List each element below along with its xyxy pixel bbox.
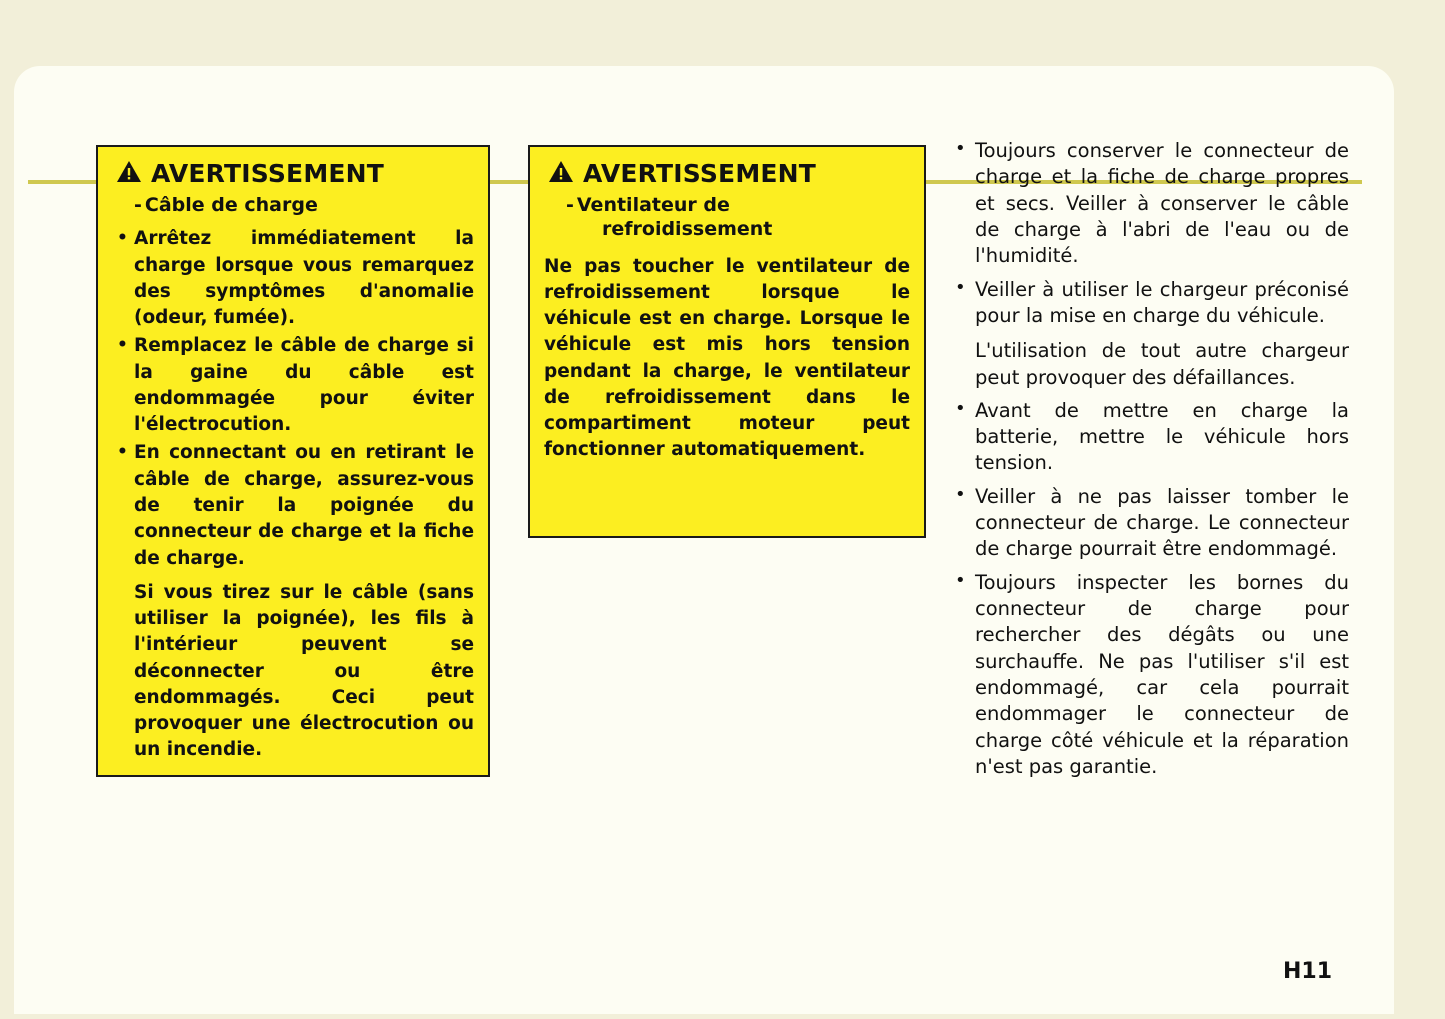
warning-header: [116, 159, 474, 188]
page-number: H11: [1282, 959, 1332, 984]
list-item-continuation: L'utilisation de tout autre chargeur peut provoquer des défaillances.: [975, 339, 1349, 389]
manual-page-sheet: [14, 66, 1394, 1014]
warning-header: [548, 159, 910, 188]
list-item: • Veiller à ne pas laisser tomber le connecteur de charge. Le connecteur de charge pourrait être endommagé.: [949, 484, 1349, 563]
warning-title: AVERTISSEMENT: [151, 159, 385, 188]
list-item: • Avant de mettre en charge la batterie, mettre le véhicule hors tension.: [949, 398, 1349, 477]
warning-subtitle-dash: -: [134, 194, 142, 216]
warning-subtitle-dash: -: [566, 194, 574, 216]
warning-triangle-icon: [116, 160, 142, 188]
notes-list: [949, 138, 1349, 780]
warning-subtitle-text-line2: refroidissement: [602, 218, 773, 241]
warning-subtitle-text: Ventilateur de: [576, 194, 730, 216]
warning-subtitle: [134, 193, 474, 217]
warning-closing-text: Si vous tirez sur le câble (sans utiliser la poignée), les fils à l'intérieur peuvent se déconnecter ou être endommagés. Ceci peut provoquer une électrocution ou un incendie.: [134, 581, 474, 761]
list-item: • Toujours inspecter les bornes du connecteur de charge pour rechercher des dégâts ou une surchauffe. Ne pas l'utiliser s'il est endommagé, car cela pourrait endommager le connecteur de charge côté véhicule et la réparation n'est pas garantie.: [949, 570, 1349, 781]
warning-triangle-icon: [548, 160, 574, 188]
warning-list-item: • Arrêtez immédiatement la charge lorsque vous remarquez des symptômes d'anomalie (odeur, fumée).: [112, 226, 474, 331]
warning-subtitle: [566, 193, 910, 242]
list-item: • Veiller à utiliser le chargeur préconisé pour la mise en charge du véhicule.: [949, 277, 1349, 330]
warning-list-item: • En connectant ou en retirant le câble de charge, assurez-vous de tenir la poignée du connecteur de charge et la fiche de charge.: [112, 440, 474, 571]
warning-box-charging-cable: [96, 145, 490, 777]
warning-title: AVERTISSEMENT: [583, 159, 817, 188]
warning-subtitle-text: Câble de charge: [144, 194, 318, 216]
warning-paragraph: Ne pas toucher le ventilateur de refroidissement lorsque le véhicule est en charge. Lorsque le véhicule est mis hors tension pendant la charge, le ventilateur de refroidissement dans le compartiment moteur peut fonctionner automatiquement.: [544, 255, 910, 461]
warning-item-list: [112, 226, 474, 763]
right-column-notes: [949, 138, 1349, 787]
warning-list-item: • Remplacez le câble de charge si la gaine du câble est endommagée pour éviter l'électrocution.: [112, 333, 474, 438]
warning-box-cooling-fan: [528, 145, 926, 538]
page-columns: [14, 66, 1394, 1014]
list-item: • Toujours conserver le connecteur de charge et la fiche de charge propres et secs. Veiller à conserver le câble de charge à l'abri de l'eau ou de l'humidité.: [949, 138, 1349, 270]
